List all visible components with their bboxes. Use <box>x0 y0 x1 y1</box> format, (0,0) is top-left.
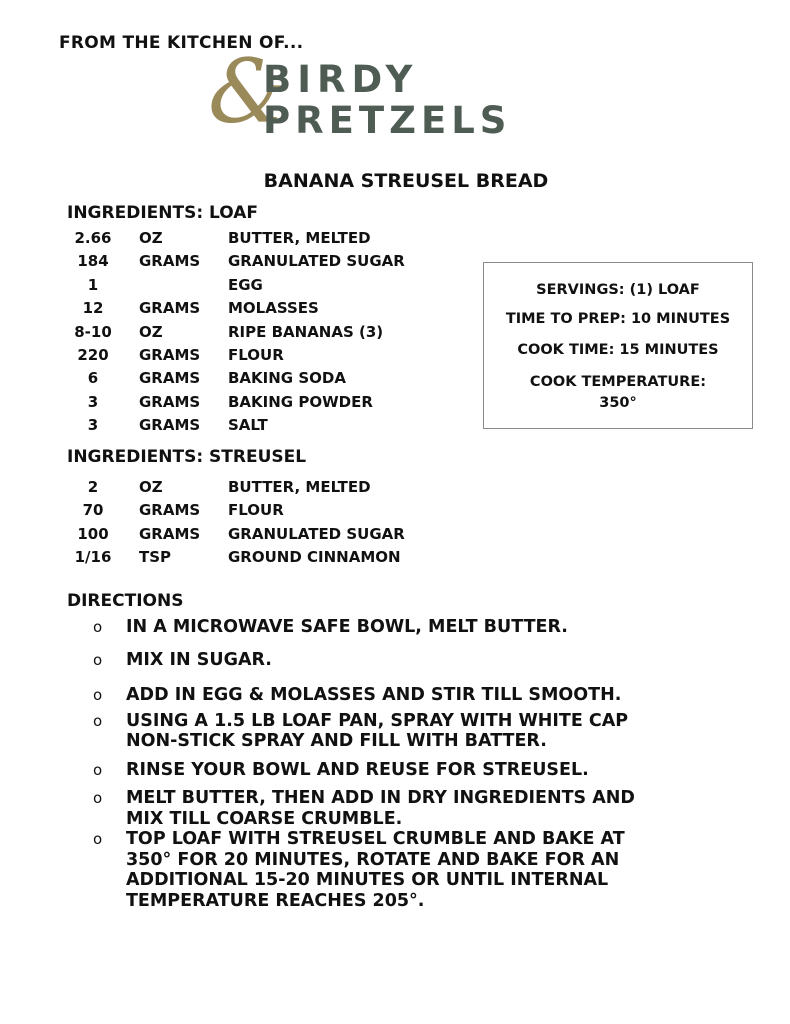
ingredient-name: BAKING SODA <box>228 369 346 388</box>
ingredient-row <box>67 321 447 344</box>
from-kitchen-text: FROM THE KITCHEN OF... <box>59 33 304 53</box>
ingredient-qty: 2.66 <box>74 229 112 247</box>
ingredient-name: EGG <box>228 275 263 294</box>
loaf-ingredients-list <box>67 227 447 438</box>
ingredient-row <box>67 391 447 414</box>
ingredient-qty: 220 <box>77 345 109 364</box>
bullet-icon: o <box>93 789 103 807</box>
cook-time-text: COOK TIME: 15 MINUTES <box>517 342 719 358</box>
recipe-info-box <box>483 262 753 429</box>
ingredient-unit: GRAMS <box>139 369 201 388</box>
step-line: 350° FOR 20 MINUTES, ROTATE AND BAKE FOR AN <box>126 849 620 870</box>
ingredient-qty: 3 <box>87 392 99 411</box>
bullet-icon: o <box>93 618 103 636</box>
direction-step <box>93 760 733 781</box>
ingredient-unit: GRAMS <box>139 524 201 543</box>
logo-ampersand: & <box>208 40 287 143</box>
ingredient-row <box>67 297 447 320</box>
logo-word-birdy: BIRDY <box>263 58 419 101</box>
bullet-icon: o <box>93 650 103 669</box>
direction-step <box>93 788 733 829</box>
ingredient-unit: GRAMS <box>139 416 201 435</box>
ingredient-unit: GRAMS <box>139 392 201 411</box>
direction-step <box>93 685 733 706</box>
ingredient-qty: 3 <box>87 416 99 435</box>
direction-step <box>93 711 733 752</box>
streusel-ingredients-heading: INGREDIENTS: STREUSEL <box>67 447 307 467</box>
ingredient-qty: 184 <box>77 252 109 271</box>
ingredient-qty: 6 <box>87 369 99 388</box>
step-line: MELT BUTTER, THEN ADD IN DRY INGREDIENTS AND <box>126 788 635 808</box>
bullet-icon: o <box>93 686 103 704</box>
bullet-icon: o <box>93 830 103 848</box>
directions-heading: DIRECTIONS <box>67 591 184 611</box>
ingredient-unit: GRAMS <box>139 501 201 520</box>
ingredient-name: BUTTER, MELTED <box>228 478 371 496</box>
cook-temp-value: 350° <box>599 395 637 411</box>
step-line: NON-STICK SPRAY AND FILL WITH BATTER. <box>126 731 547 751</box>
ingredient-qty: 2 <box>87 478 99 496</box>
direction-step <box>93 617 733 638</box>
step-line: MIX IN SUGAR. <box>126 649 272 670</box>
ingredient-name: MOLASSES <box>228 299 319 318</box>
step-line: ADDITIONAL 15-20 MINUTES OR UNTIL INTERNAL <box>126 870 609 890</box>
ingredient-qty: 100 <box>77 524 109 543</box>
ingredient-unit: GRAMS <box>139 252 201 271</box>
prep-time-text: TIME TO PREP: 10 MINUTES <box>505 311 731 327</box>
direction-step <box>93 829 733 911</box>
ingredient-qty: 1 <box>87 275 99 294</box>
ingredient-row <box>67 523 447 546</box>
ingredient-row <box>67 546 447 569</box>
step-line: IN A MICROWAVE SAFE BOWL, MELT BUTTER. <box>126 617 568 637</box>
ingredient-unit: OZ <box>139 322 163 341</box>
ingredient-name: GRANULATED SUGAR <box>228 252 405 271</box>
bullet-icon: o <box>93 760 103 779</box>
ingredient-row <box>67 499 447 522</box>
ingredient-name: BUTTER, MELTED <box>228 229 371 247</box>
logo-word-pretzels: PRETZELS <box>263 99 512 142</box>
ingredient-row <box>67 227 447 250</box>
step-line: RINSE YOUR BOWL AND REUSE FOR STREUSEL. <box>126 759 589 780</box>
ingredient-name: FLOUR <box>228 345 284 364</box>
ingredient-name: FLOUR <box>228 501 284 520</box>
ingredient-row <box>67 367 447 390</box>
step-line: ADD IN EGG & MOLASSES AND STIR TILL SMOOTH. <box>126 685 622 705</box>
ingredient-unit: GRAMS <box>139 345 201 364</box>
cook-temp-label: COOK TEMPERATURE: <box>529 374 707 390</box>
ingredient-name: BAKING POWDER <box>228 392 373 411</box>
streusel-ingredients-list <box>67 476 447 570</box>
ingredient-row <box>67 344 447 367</box>
ingredient-name: SALT <box>228 416 268 435</box>
direction-step <box>93 650 733 671</box>
ingredient-row <box>67 414 447 437</box>
ingredient-unit: OZ <box>139 229 163 247</box>
ingredient-name: GRANULATED SUGAR <box>228 524 405 543</box>
ingredient-row <box>67 250 447 273</box>
bullet-icon: o <box>93 711 103 730</box>
ingredient-unit: TSP <box>139 548 172 567</box>
ingredient-qty: 8-10 <box>74 322 112 341</box>
servings-text: SERVINGS: (1) LOAF <box>536 282 700 298</box>
ingredient-name: RIPE BANANAS (3) <box>228 322 384 341</box>
ingredient-qty: 70 <box>82 501 104 520</box>
ingredient-qty: 1/16 <box>74 548 112 567</box>
ingredient-qty: 12 <box>82 299 104 318</box>
directions-list <box>93 617 733 911</box>
recipe-title: BANANA STREUSEL BREAD <box>263 170 549 192</box>
ingredient-row <box>67 476 447 499</box>
step-line: TEMPERATURE REACHES 205°. <box>126 890 425 911</box>
step-line: MIX TILL COARSE CRUMBLE. <box>126 808 403 829</box>
ingredient-name: GROUND CINNAMON <box>228 548 401 567</box>
loaf-ingredients-heading: INGREDIENTS: LOAF <box>67 203 259 223</box>
step-line: TOP LOAF WITH STREUSEL CRUMBLE AND BAKE AT <box>126 829 625 849</box>
ingredient-unit: GRAMS <box>139 299 201 318</box>
step-line: USING A 1.5 LB LOAF PAN, SPRAY WITH WHITE CAP <box>126 710 629 731</box>
ingredient-row <box>67 274 447 297</box>
ingredient-unit: OZ <box>139 478 163 496</box>
